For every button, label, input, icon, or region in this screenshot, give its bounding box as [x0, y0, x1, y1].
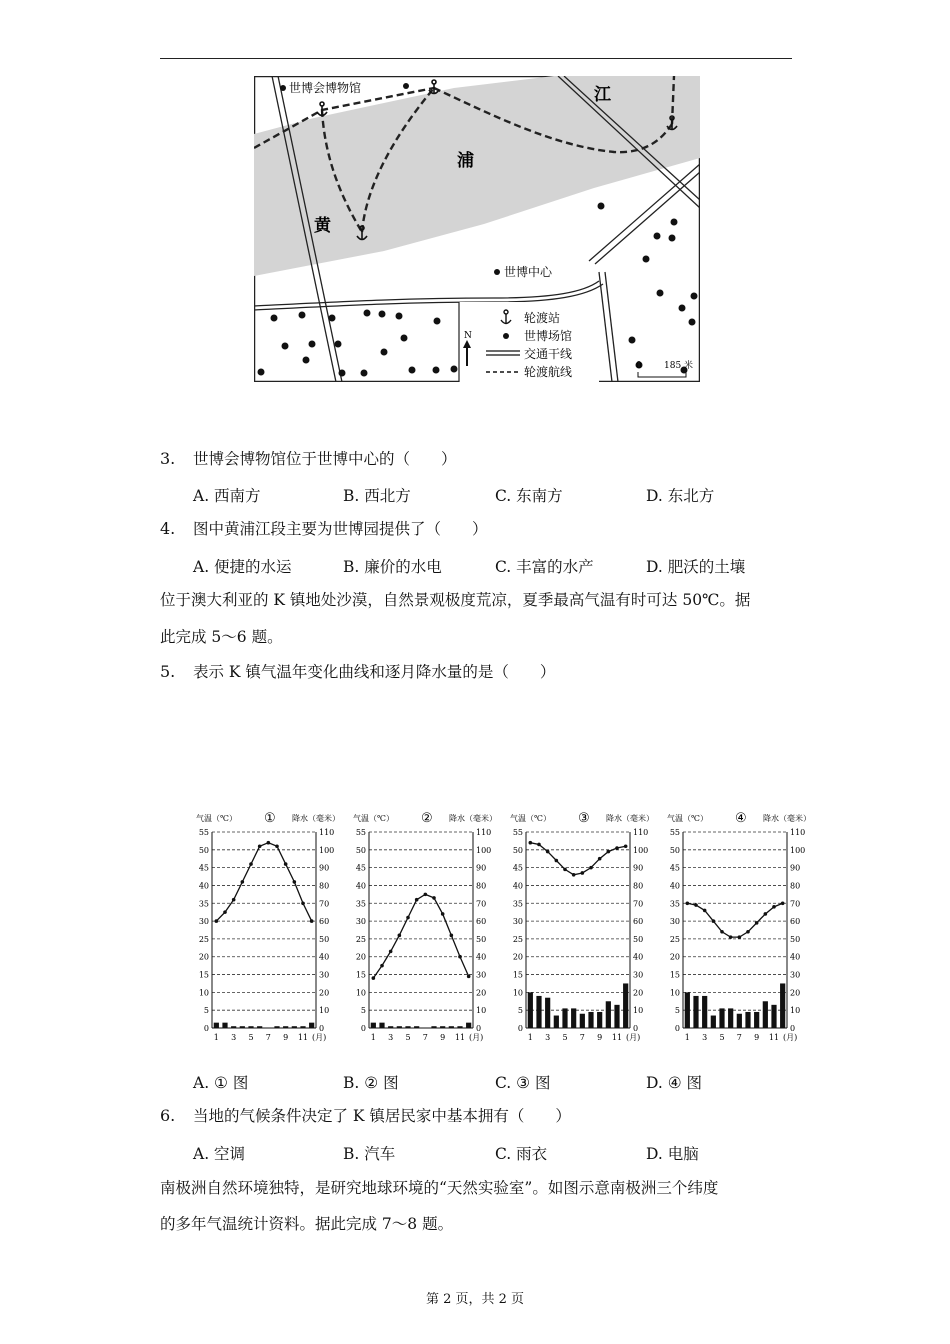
river-label-jiang: 江: [594, 85, 611, 105]
chart-temp-tick: 30: [669, 917, 680, 927]
chart-precip-tick: 20: [790, 988, 801, 998]
chart-precip-tick: 110: [476, 828, 492, 837]
chart-precip-tick: 20: [319, 988, 330, 998]
chart-precip-tick: 70: [633, 899, 644, 909]
q6-option-c[interactable]: C. 雨衣: [495, 1145, 548, 1163]
chart-temp-tick: 5: [674, 1006, 680, 1016]
temperature-curve: [687, 903, 782, 937]
precip-bar: [685, 992, 690, 1028]
precip-bar: [300, 1026, 305, 1028]
chart-month-tick: 11: [611, 1033, 623, 1042]
temperature-point: [729, 935, 733, 939]
precip-bar: [274, 1026, 279, 1028]
chart-month-unit: (月): [626, 1033, 641, 1042]
precip-bar: [754, 1012, 759, 1028]
precip-bar: [580, 1014, 585, 1028]
chart-month-tick: 5: [719, 1033, 725, 1042]
temperature-point: [746, 930, 750, 934]
chart-month-tick: 11: [454, 1033, 466, 1042]
temperature-point: [764, 912, 768, 916]
temperature-point: [275, 844, 279, 848]
temperature-point: [772, 905, 776, 909]
precip-bar: [440, 1026, 445, 1028]
chart-month-tick: 1: [684, 1033, 690, 1042]
temperature-point: [720, 930, 724, 934]
chart-temp-tick: 0: [203, 1024, 209, 1033]
chart-temp-tick: 25: [669, 934, 680, 944]
chart-temp-tick: 50: [355, 845, 366, 855]
legend-main-road: 交通干线: [524, 347, 573, 361]
chart-precip-tick: 90: [476, 863, 487, 873]
temperature-point: [563, 868, 567, 872]
chart-precip-tick: 0: [633, 1024, 639, 1033]
chart-number-label: ③: [578, 811, 590, 826]
q5-option-d[interactable]: D. ④ 图: [646, 1074, 703, 1092]
temperature-curve: [373, 894, 468, 978]
chart-precip-tick: 40: [476, 952, 487, 962]
q4-option-a[interactable]: A. 便捷的水运: [193, 558, 292, 576]
temperature-point: [380, 964, 384, 968]
precip-bar: [257, 1026, 262, 1028]
precip-bar: [606, 1001, 611, 1028]
chart-month-tick: 5: [562, 1033, 568, 1042]
chart-precip-tick: 90: [790, 863, 801, 873]
precip-bar: [780, 983, 785, 1028]
precip-bar: [711, 1016, 716, 1028]
chart-precip-tick: 110: [319, 828, 335, 837]
temperature-point: [398, 934, 402, 938]
chart-precip-tick: 100: [319, 845, 335, 855]
legend-ferry-route: 轮渡航线: [524, 365, 573, 379]
chart-precip-tick: 100: [790, 845, 806, 855]
chart-month-tick: 7: [422, 1033, 428, 1042]
chart-temp-tick: 10: [669, 988, 680, 998]
temperature-point: [738, 935, 742, 939]
temperature-point: [310, 919, 314, 923]
chart-precip-tick: 100: [633, 845, 649, 855]
chart-precip-tick: 70: [476, 899, 487, 909]
scale-end: 185 米: [664, 361, 694, 371]
chart-precip-tick: 50: [790, 934, 801, 944]
chart-precip-tick: 80: [633, 881, 644, 891]
chart-precip-tick: 20: [633, 988, 644, 998]
temperature-point: [615, 846, 619, 850]
temperature-point: [406, 916, 410, 920]
chart-temp-tick: 0: [674, 1024, 680, 1033]
precip-bar: [554, 1016, 559, 1028]
chart-month-tick: 5: [405, 1033, 411, 1042]
chart-month-unit: (月): [312, 1033, 327, 1042]
temperature-point: [389, 950, 393, 954]
temperature-point: [223, 910, 227, 914]
chart-precip-tick: 40: [790, 952, 801, 962]
chart-precip-tick: 80: [319, 881, 330, 891]
precip-bar: [702, 996, 707, 1028]
temperature-point: [432, 896, 436, 900]
chart-temp-tick: 15: [512, 970, 523, 980]
q4-option-b[interactable]: B. 廉价的水电: [343, 558, 442, 576]
venue-dot-icon: [503, 333, 509, 339]
chart-month-tick: 3: [545, 1033, 551, 1042]
chart-precip-tick: 100: [476, 845, 492, 855]
chart-month-tick: 9: [754, 1033, 760, 1042]
chart-number-label: ②: [421, 811, 433, 826]
temperature-point: [686, 901, 690, 905]
temperature-point: [572, 873, 576, 877]
q4-number: 4.: [160, 519, 176, 538]
chart-temp-tick: 15: [355, 970, 366, 980]
temperature-point: [581, 871, 585, 875]
chart-temp-tick: 15: [669, 970, 680, 980]
q6-number: 6.: [160, 1106, 176, 1125]
chart-precip-tick: 30: [790, 970, 801, 980]
chart-precip-tick: 10: [319, 1006, 330, 1016]
legend-expo-venue: 世博场馆: [524, 329, 573, 343]
chart-precip-axis-title: 降水（毫米）: [449, 814, 497, 823]
chart-month-tick: 1: [370, 1033, 376, 1042]
chart-temp-tick: 30: [198, 917, 209, 927]
q6-option-a[interactable]: A. 空调: [193, 1145, 246, 1163]
passage-antarctica-line2: 的多年气温统计资料。据此完成 7～8 题。: [160, 1215, 454, 1233]
precip-bar: [214, 1023, 219, 1028]
chart-precip-tick: 50: [633, 934, 644, 944]
chart-precip-tick: 80: [790, 881, 801, 891]
precip-bar: [231, 1026, 236, 1028]
north-label: N: [464, 331, 472, 341]
chart-month-tick: 7: [265, 1033, 271, 1042]
chart-precip-tick: 20: [476, 988, 487, 998]
passage-antarctica-line1: 南极洲自然环境独特，是研究地球环境的“天然实验室”。如图示意南极洲三个纬度: [160, 1179, 719, 1197]
q3-option-c[interactable]: C. 东南方: [495, 487, 563, 505]
chart-precip-tick: 10: [476, 1006, 487, 1016]
chart-temp-tick: 5: [517, 1006, 523, 1016]
precip-bar: [283, 1026, 288, 1028]
chart-temp-tick: 55: [198, 828, 209, 837]
precip-bar: [414, 1026, 419, 1028]
temperature-point: [555, 859, 559, 863]
chart-month-tick: 9: [440, 1033, 446, 1042]
temperature-point: [694, 903, 698, 907]
chart-temp-tick: 0: [517, 1024, 523, 1033]
chart-precip-tick: 90: [633, 863, 644, 873]
precip-bar: [588, 1012, 593, 1028]
page-footer: 第 2 页，共 2 页: [425, 1292, 525, 1307]
precip-bar: [693, 996, 698, 1028]
chart-temp-tick: 45: [669, 863, 680, 873]
chart-precip-tick: 0: [790, 1024, 796, 1033]
chart-precip-tick: 70: [319, 899, 330, 909]
chart-temp-tick: 40: [669, 881, 680, 891]
temperature-point: [537, 843, 541, 847]
chart-month-tick: 3: [388, 1033, 394, 1042]
precip-bar: [240, 1026, 245, 1028]
chart-temp-tick: 5: [203, 1006, 209, 1016]
chart-temp-tick: 50: [198, 845, 209, 855]
precip-bar: [719, 1008, 724, 1028]
q3-text: 世博会博物馆位于世博中心的（ ）: [193, 450, 457, 468]
precip-bar: [309, 1023, 314, 1028]
chart-temp-tick: 55: [512, 828, 523, 837]
chart-temp-tick: 20: [198, 952, 209, 962]
q5-option-b[interactable]: B. ② 图: [343, 1074, 399, 1092]
chart-precip-tick: 110: [633, 828, 649, 837]
chart-temp-axis-title: 气温（℃）: [510, 814, 551, 823]
chart-month-tick: 7: [579, 1033, 585, 1042]
precip-bar: [449, 1026, 454, 1028]
precip-bar: [728, 1008, 733, 1028]
chart-temp-tick: 45: [355, 863, 366, 873]
river-label-pu: 浦: [457, 151, 474, 171]
chart-precip-tick: 60: [476, 917, 487, 927]
chart-temp-tick: 20: [355, 952, 366, 962]
chart-temp-tick: 35: [512, 899, 523, 909]
q5-option-a[interactable]: A. ① 图: [193, 1074, 249, 1092]
q4-option-d[interactable]: D. 肥沃的土壤: [646, 558, 746, 576]
precip-bar: [614, 1005, 619, 1028]
chart-month-tick: 7: [736, 1033, 742, 1042]
legend-ferry-station: 轮渡站: [524, 311, 561, 325]
chart-precip-tick: 60: [790, 917, 801, 927]
precip-bar: [292, 1026, 297, 1028]
temperature-point: [415, 898, 419, 902]
chart-precip-tick: 70: [790, 899, 801, 909]
temperature-curve: [530, 843, 625, 875]
map-legend: [459, 302, 599, 382]
chart-temp-tick: 10: [512, 988, 523, 998]
q5-number: 5.: [160, 662, 176, 681]
temperature-point: [624, 844, 628, 848]
q5-option-c[interactable]: C. ③ 图: [495, 1074, 551, 1092]
chart-month-tick: 3: [702, 1033, 708, 1042]
center-label: 世博中心: [504, 265, 553, 279]
chart-precip-tick: 30: [476, 970, 487, 980]
precip-bar: [737, 1014, 742, 1028]
chart-temp-tick: 0: [360, 1024, 366, 1033]
temperature-point: [712, 919, 716, 923]
precip-bar: [457, 1026, 462, 1028]
temperature-point: [458, 955, 462, 959]
precip-bar: [745, 1012, 750, 1028]
chart-precip-tick: 80: [476, 881, 487, 891]
chart-temp-tick: 45: [512, 863, 523, 873]
chart-precip-tick: 50: [476, 934, 487, 944]
chart-temp-tick: 55: [355, 828, 366, 837]
chart-month-tick: 11: [768, 1033, 780, 1042]
precip-bar: [222, 1023, 227, 1028]
chart-precip-tick: 50: [319, 934, 330, 944]
chart-precip-tick: 60: [633, 917, 644, 927]
chart-temp-axis-title: 气温（℃）: [196, 814, 237, 823]
chart-month-unit: (月): [783, 1033, 798, 1042]
chart-month-tick: 1: [527, 1033, 533, 1042]
chart-precip-tick: 0: [476, 1024, 482, 1033]
chart-temp-tick: 40: [355, 881, 366, 891]
passage-k-town-line1: 位于澳大利亚的 K 镇地处沙漠，自然景观极度荒凉，夏季最高气温有时可达 50℃。据: [160, 591, 751, 609]
chart-temp-tick: 55: [669, 828, 680, 837]
precip-bar: [623, 983, 628, 1028]
precip-bar: [388, 1026, 393, 1028]
chart-precip-tick: 110: [790, 828, 806, 837]
precip-bar: [431, 1026, 436, 1028]
q3-option-a[interactable]: A. 西南方: [193, 487, 261, 505]
q4-option-c[interactable]: C. 丰富的水产: [495, 558, 594, 576]
chart-temp-tick: 50: [669, 845, 680, 855]
q6-option-d[interactable]: D. 电脑: [646, 1145, 699, 1163]
temperature-point: [441, 912, 445, 916]
precip-bar: [466, 1023, 471, 1028]
chart-month-tick: 1: [213, 1033, 219, 1042]
temperature-point: [781, 901, 785, 905]
chart-temp-tick: 40: [198, 881, 209, 891]
temperature-point: [467, 975, 471, 979]
chart-temp-tick: 45: [198, 863, 209, 873]
chart-precip-tick: 40: [319, 952, 330, 962]
q3-number: 3.: [160, 449, 176, 468]
temperature-point: [241, 880, 245, 884]
chart-month-tick: 5: [248, 1033, 254, 1042]
precip-bar: [597, 1012, 602, 1028]
chart-temp-tick: 30: [355, 917, 366, 927]
temperature-curve: [216, 843, 311, 921]
temperature-point: [598, 857, 602, 861]
chart-temp-tick: 25: [355, 934, 366, 944]
chart-precip-tick: 10: [790, 1006, 801, 1016]
chart-temp-tick: 50: [512, 845, 523, 855]
chart-temp-tick: 35: [355, 899, 366, 909]
chart-number-label: ④: [735, 811, 747, 826]
chart-precip-axis-title: 降水（毫米）: [606, 814, 654, 823]
q3-option-b[interactable]: B. 西北方: [343, 487, 411, 505]
q6-text: 当地的气候条件决定了 K 镇居民家中基本拥有（ ）: [193, 1107, 571, 1125]
q6-option-b[interactable]: B. 汽车: [343, 1145, 396, 1163]
temperature-point: [755, 921, 759, 925]
temperature-point: [284, 862, 288, 866]
chart-precip-tick: 10: [633, 1006, 644, 1016]
chart-precip-tick: 40: [633, 952, 644, 962]
chart-month-tick: 11: [297, 1033, 309, 1042]
q4-text: 图中黄浦江段主要为世博园提供了（ ）: [193, 520, 488, 538]
chart-precip-tick: 90: [319, 863, 330, 873]
precip-bar: [371, 1023, 376, 1028]
chart-month-tick: 9: [283, 1033, 289, 1042]
chart-precip-tick: 60: [319, 917, 330, 927]
scale-start: 0: [636, 361, 642, 371]
temperature-point: [267, 841, 271, 845]
chart-temp-tick: 35: [198, 899, 209, 909]
temperature-point: [258, 844, 262, 848]
chart-month-tick: 9: [597, 1033, 603, 1042]
precip-bar: [405, 1026, 410, 1028]
precip-bar: [528, 992, 533, 1028]
precip-bar: [571, 1008, 576, 1028]
header-rule: [160, 58, 792, 59]
chart-temp-tick: 20: [512, 952, 523, 962]
passage-k-town-line2: 此完成 5～6 题。: [160, 628, 283, 646]
chart-precip-tick: 0: [319, 1024, 325, 1033]
precip-bar: [397, 1026, 402, 1028]
chart-temp-tick: 10: [198, 988, 209, 998]
precip-bar: [536, 996, 541, 1028]
chart-month-tick: 3: [231, 1033, 237, 1042]
chart-precip-tick: 30: [319, 970, 330, 980]
precip-bar: [545, 998, 550, 1028]
temperature-point: [232, 898, 236, 902]
climate-charts: [196, 806, 822, 1050]
q3-option-d[interactable]: D. 东北方: [646, 487, 715, 505]
temperature-point: [372, 976, 376, 980]
chart-temp-tick: 40: [512, 881, 523, 891]
temperature-point: [424, 893, 428, 897]
precip-bar: [771, 1005, 776, 1028]
chart-temp-axis-title: 气温（℃）: [667, 814, 708, 823]
temperature-point: [450, 934, 454, 938]
temperature-point: [301, 901, 305, 905]
temperature-point: [529, 841, 533, 845]
museum-label: 世博会博物馆: [289, 81, 362, 95]
chart-temp-axis-title: 气温（℃）: [353, 814, 394, 823]
temperature-point: [607, 850, 611, 854]
q5-text: 表示 K 镇气温年变化曲线和逐月降水量的是（ ）: [193, 663, 556, 681]
chart-temp-tick: 25: [198, 934, 209, 944]
temperature-point: [589, 866, 593, 870]
chart-month-unit: (月): [469, 1033, 484, 1042]
precip-bar: [562, 1008, 567, 1028]
temperature-point: [215, 919, 219, 923]
precip-bar: [379, 1023, 384, 1028]
chart-temp-tick: 10: [355, 988, 366, 998]
precip-bar: [248, 1026, 253, 1028]
river-label-huang: 黄: [314, 216, 331, 236]
temperature-point: [546, 850, 550, 854]
expo-map: [254, 76, 700, 382]
chart-temp-tick: 20: [669, 952, 680, 962]
chart-precip-axis-title: 降水（毫米）: [292, 814, 340, 823]
chart-temp-tick: 30: [512, 917, 523, 927]
chart-temp-tick: 15: [198, 970, 209, 980]
temperature-point: [249, 862, 253, 866]
chart-precip-axis-title: 降水（毫米）: [763, 814, 811, 823]
chart-precip-tick: 30: [633, 970, 644, 980]
chart-temp-tick: 5: [360, 1006, 366, 1016]
chart-temp-tick: 25: [512, 934, 523, 944]
chart-number-label: ①: [264, 811, 276, 826]
precip-bar: [763, 1001, 768, 1028]
temperature-point: [703, 909, 707, 913]
chart-temp-tick: 35: [669, 899, 680, 909]
temperature-point: [293, 880, 297, 884]
